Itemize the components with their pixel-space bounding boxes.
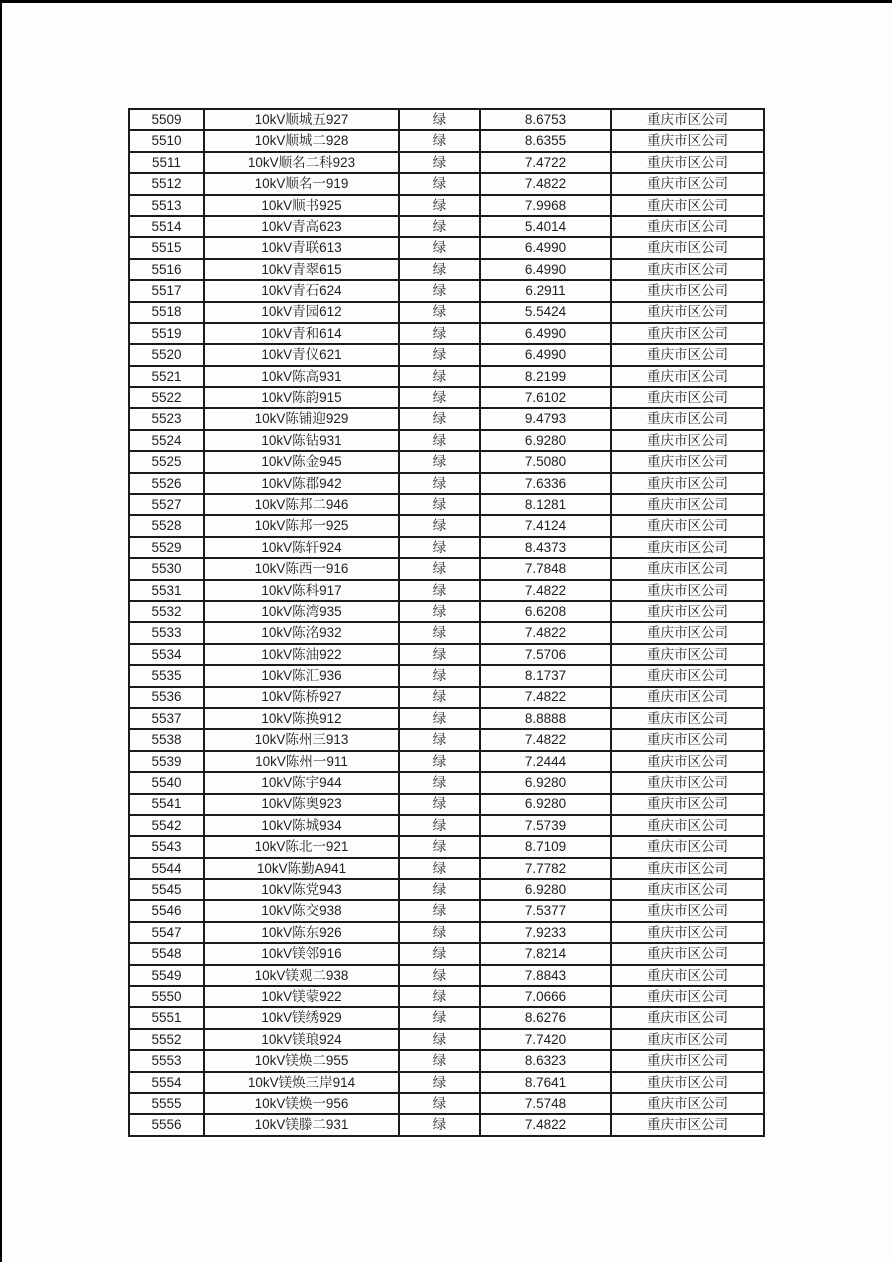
feeder-name-cell: 10kV陈铺迎929	[204, 408, 399, 429]
value-cell: 7.9233	[480, 922, 611, 943]
table-row	[129, 515, 764, 536]
company-cell: 重庆市区公司	[611, 580, 764, 601]
value-cell: 6.9280	[480, 772, 611, 793]
row-id-cell: 5518	[129, 302, 204, 323]
company-cell: 重庆市区公司	[611, 1114, 764, 1135]
feeder-name-cell: 10kV顺城五927	[204, 109, 399, 130]
row-id-cell: 5551	[129, 1007, 204, 1028]
row-id-cell: 5525	[129, 451, 204, 472]
value-cell: 8.6355	[480, 130, 611, 151]
status-cell: 绿	[399, 729, 480, 750]
status-cell: 绿	[399, 195, 480, 216]
feeder-name-cell: 10kV顺城二928	[204, 130, 399, 151]
feeder-name-cell: 10kV陈勤A941	[204, 858, 399, 879]
status-cell: 绿	[399, 751, 480, 772]
status-cell: 绿	[399, 1029, 480, 1050]
company-cell: 重庆市区公司	[611, 1029, 764, 1050]
status-cell: 绿	[399, 644, 480, 665]
row-id-cell: 5536	[129, 687, 204, 708]
row-id-cell: 5537	[129, 708, 204, 729]
status-cell: 绿	[399, 858, 480, 879]
table-row	[129, 109, 764, 130]
company-cell: 重庆市区公司	[611, 772, 764, 793]
value-cell: 7.0666	[480, 986, 611, 1007]
value-cell: 7.6102	[480, 387, 611, 408]
feeder-name-cell: 10kV陈轩924	[204, 537, 399, 558]
status-cell: 绿	[399, 622, 480, 643]
table-row	[129, 922, 764, 943]
table-row	[129, 772, 764, 793]
value-cell: 6.4990	[480, 237, 611, 258]
table-row	[129, 1007, 764, 1028]
status-cell: 绿	[399, 494, 480, 515]
feeder-name-cell: 10kV镁绣929	[204, 1007, 399, 1028]
status-cell: 绿	[399, 537, 480, 558]
row-id-cell: 5543	[129, 836, 204, 857]
row-id-cell: 5517	[129, 280, 204, 301]
feeder-name-cell: 10kV青仪621	[204, 344, 399, 365]
status-cell: 绿	[399, 772, 480, 793]
company-cell: 重庆市区公司	[611, 515, 764, 536]
company-cell: 重庆市区公司	[611, 922, 764, 943]
row-id-cell: 5512	[129, 173, 204, 194]
feeder-name-cell: 10kV陈邦一925	[204, 515, 399, 536]
feeder-name-cell: 10kV陈汇936	[204, 665, 399, 686]
company-cell: 重庆市区公司	[611, 130, 764, 151]
table-row	[129, 1029, 764, 1050]
status-cell: 绿	[399, 943, 480, 964]
table-row	[129, 494, 764, 515]
row-id-cell: 5549	[129, 965, 204, 986]
feeder-table	[128, 108, 765, 1137]
feeder-name-cell: 10kV陈城934	[204, 815, 399, 836]
status-cell: 绿	[399, 922, 480, 943]
row-id-cell: 5544	[129, 858, 204, 879]
feeder-name-cell: 10kV陈洺932	[204, 622, 399, 643]
feeder-name-cell: 10kV镁滕二931	[204, 1114, 399, 1135]
company-cell: 重庆市区公司	[611, 965, 764, 986]
status-cell: 绿	[399, 1072, 480, 1093]
status-cell: 绿	[399, 173, 480, 194]
table-row	[129, 195, 764, 216]
feeder-name-cell: 10kV陈奥923	[204, 794, 399, 815]
value-cell: 7.9968	[480, 195, 611, 216]
table-row	[129, 729, 764, 750]
table-row	[129, 943, 764, 964]
feeder-name-cell: 10kV镁琅924	[204, 1029, 399, 1050]
row-id-cell: 5534	[129, 644, 204, 665]
company-cell: 重庆市区公司	[611, 1050, 764, 1071]
feeder-name-cell: 10kV镁邻916	[204, 943, 399, 964]
row-id-cell: 5515	[129, 237, 204, 258]
row-id-cell: 5553	[129, 1050, 204, 1071]
table-row	[129, 708, 764, 729]
feeder-name-cell: 10kV陈换912	[204, 708, 399, 729]
table-row	[129, 1093, 764, 1114]
value-cell: 8.8888	[480, 708, 611, 729]
value-cell: 7.4822	[480, 580, 611, 601]
value-cell: 9.4793	[480, 408, 611, 429]
table-row	[129, 622, 764, 643]
row-id-cell: 5510	[129, 130, 204, 151]
row-id-cell: 5542	[129, 815, 204, 836]
company-cell: 重庆市区公司	[611, 687, 764, 708]
company-cell: 重庆市区公司	[611, 152, 764, 173]
status-cell: 绿	[399, 451, 480, 472]
row-id-cell: 5514	[129, 216, 204, 237]
value-cell: 8.6276	[480, 1007, 611, 1028]
status-cell: 绿	[399, 965, 480, 986]
feeder-name-cell: 10kV青联613	[204, 237, 399, 258]
status-cell: 绿	[399, 130, 480, 151]
feeder-name-cell: 10kV陈交938	[204, 900, 399, 921]
table-row	[129, 1114, 764, 1135]
status-cell: 绿	[399, 109, 480, 130]
status-cell: 绿	[399, 387, 480, 408]
table-row	[129, 879, 764, 900]
row-id-cell: 5535	[129, 665, 204, 686]
status-cell: 绿	[399, 879, 480, 900]
company-cell: 重庆市区公司	[611, 601, 764, 622]
status-cell: 绿	[399, 216, 480, 237]
row-id-cell: 5519	[129, 323, 204, 344]
status-cell: 绿	[399, 601, 480, 622]
status-cell: 绿	[399, 794, 480, 815]
value-cell: 6.4990	[480, 344, 611, 365]
company-cell: 重庆市区公司	[611, 1093, 764, 1114]
feeder-name-cell: 10kV青石624	[204, 280, 399, 301]
company-cell: 重庆市区公司	[611, 815, 764, 836]
feeder-name-cell: 10kV镁焕一956	[204, 1093, 399, 1114]
row-id-cell: 5540	[129, 772, 204, 793]
value-cell: 7.4822	[480, 1114, 611, 1135]
company-cell: 重庆市区公司	[611, 237, 764, 258]
company-cell: 重庆市区公司	[611, 879, 764, 900]
feeder-name-cell: 10kV陈韵915	[204, 387, 399, 408]
value-cell: 7.2444	[480, 751, 611, 772]
table-row	[129, 280, 764, 301]
status-cell: 绿	[399, 687, 480, 708]
table-row	[129, 858, 764, 879]
feeder-name-cell: 10kV陈桥927	[204, 687, 399, 708]
feeder-name-cell: 10kV陈东926	[204, 922, 399, 943]
value-cell: 7.5377	[480, 900, 611, 921]
row-id-cell: 5524	[129, 430, 204, 451]
status-cell: 绿	[399, 580, 480, 601]
company-cell: 重庆市区公司	[611, 644, 764, 665]
table-row	[129, 644, 764, 665]
table-row	[129, 130, 764, 151]
company-cell: 重庆市区公司	[611, 494, 764, 515]
row-id-cell: 5521	[129, 366, 204, 387]
status-cell: 绿	[399, 430, 480, 451]
feeder-name-cell: 10kV陈北一921	[204, 836, 399, 857]
row-id-cell: 5522	[129, 387, 204, 408]
company-cell: 重庆市区公司	[611, 1072, 764, 1093]
value-cell: 6.9280	[480, 430, 611, 451]
row-id-cell: 5555	[129, 1093, 204, 1114]
table-row	[129, 1072, 764, 1093]
feeder-name-cell: 10kV陈郡942	[204, 473, 399, 494]
value-cell: 7.7420	[480, 1029, 611, 1050]
value-cell: 7.7848	[480, 558, 611, 579]
status-cell: 绿	[399, 473, 480, 494]
company-cell: 重庆市区公司	[611, 344, 764, 365]
company-cell: 重庆市区公司	[611, 366, 764, 387]
value-cell: 7.4822	[480, 687, 611, 708]
row-id-cell: 5520	[129, 344, 204, 365]
table-row	[129, 173, 764, 194]
table-row	[129, 152, 764, 173]
row-id-cell: 5530	[129, 558, 204, 579]
company-cell: 重庆市区公司	[611, 1007, 764, 1028]
feeder-name-cell: 10kV青园612	[204, 302, 399, 323]
value-cell: 7.5739	[480, 815, 611, 836]
feeder-name-cell: 10kV陈宇944	[204, 772, 399, 793]
status-cell: 绿	[399, 1007, 480, 1028]
feeder-name-cell: 10kV陈金945	[204, 451, 399, 472]
value-cell: 6.4990	[480, 323, 611, 344]
value-cell: 8.4373	[480, 537, 611, 558]
status-cell: 绿	[399, 302, 480, 323]
company-cell: 重庆市区公司	[611, 473, 764, 494]
status-cell: 绿	[399, 665, 480, 686]
status-cell: 绿	[399, 558, 480, 579]
status-cell: 绿	[399, 152, 480, 173]
table-row	[129, 323, 764, 344]
status-cell: 绿	[399, 515, 480, 536]
value-cell: 7.4722	[480, 152, 611, 173]
value-cell: 8.2199	[480, 366, 611, 387]
status-cell: 绿	[399, 237, 480, 258]
feeder-name-cell: 10kV陈油922	[204, 644, 399, 665]
company-cell: 重庆市区公司	[611, 451, 764, 472]
status-cell: 绿	[399, 323, 480, 344]
company-cell: 重庆市区公司	[611, 323, 764, 344]
feeder-name-cell: 10kV顺名一919	[204, 173, 399, 194]
table-row	[129, 366, 764, 387]
table-row	[129, 794, 764, 815]
company-cell: 重庆市区公司	[611, 622, 764, 643]
value-cell: 7.4124	[480, 515, 611, 536]
table-row	[129, 302, 764, 323]
company-cell: 重庆市区公司	[611, 665, 764, 686]
row-id-cell: 5547	[129, 922, 204, 943]
value-cell: 8.7109	[480, 836, 611, 857]
table-row	[129, 601, 764, 622]
value-cell: 7.8843	[480, 965, 611, 986]
feeder-name-cell: 10kV陈湾935	[204, 601, 399, 622]
row-id-cell: 5527	[129, 494, 204, 515]
feeder-name-cell: 10kV陈州一911	[204, 751, 399, 772]
status-cell: 绿	[399, 344, 480, 365]
table-row	[129, 259, 764, 280]
feeder-name-cell: 10kV陈西一916	[204, 558, 399, 579]
feeder-table-body	[129, 109, 764, 1136]
company-cell: 重庆市区公司	[611, 173, 764, 194]
company-cell: 重庆市区公司	[611, 302, 764, 323]
row-id-cell: 5539	[129, 751, 204, 772]
row-id-cell: 5552	[129, 1029, 204, 1050]
table-row	[129, 687, 764, 708]
table-row	[129, 408, 764, 429]
company-cell: 重庆市区公司	[611, 109, 764, 130]
row-id-cell: 5532	[129, 601, 204, 622]
status-cell: 绿	[399, 836, 480, 857]
feeder-name-cell: 10kV镁蒙922	[204, 986, 399, 1007]
value-cell: 8.7641	[480, 1072, 611, 1093]
row-id-cell: 5531	[129, 580, 204, 601]
row-id-cell: 5541	[129, 794, 204, 815]
value-cell: 7.5706	[480, 644, 611, 665]
company-cell: 重庆市区公司	[611, 387, 764, 408]
value-cell: 7.4822	[480, 173, 611, 194]
status-cell: 绿	[399, 1114, 480, 1135]
table-row	[129, 986, 764, 1007]
status-cell: 绿	[399, 815, 480, 836]
table-row	[129, 751, 764, 772]
table-row	[129, 451, 764, 472]
status-cell: 绿	[399, 986, 480, 1007]
table-row	[129, 965, 764, 986]
value-cell: 7.4822	[480, 729, 611, 750]
company-cell: 重庆市区公司	[611, 858, 764, 879]
table-row	[129, 580, 764, 601]
table-row	[129, 1050, 764, 1071]
feeder-name-cell: 10kV顺书925	[204, 195, 399, 216]
value-cell: 7.5748	[480, 1093, 611, 1114]
feeder-name-cell: 10kV镁焕三岸914	[204, 1072, 399, 1093]
table-row	[129, 558, 764, 579]
table-row	[129, 237, 764, 258]
value-cell: 6.9280	[480, 879, 611, 900]
value-cell: 6.9280	[480, 794, 611, 815]
table-row	[129, 430, 764, 451]
value-cell: 6.4990	[480, 259, 611, 280]
table-row	[129, 836, 764, 857]
feeder-name-cell: 10kV陈党943	[204, 879, 399, 900]
table-row	[129, 900, 764, 921]
row-id-cell: 5548	[129, 943, 204, 964]
row-id-cell: 5545	[129, 879, 204, 900]
value-cell: 8.1281	[480, 494, 611, 515]
row-id-cell: 5523	[129, 408, 204, 429]
row-id-cell: 5538	[129, 729, 204, 750]
status-cell: 绿	[399, 900, 480, 921]
feeder-name-cell: 10kV陈邦二946	[204, 494, 399, 515]
page-top-edge	[0, 0, 892, 3]
value-cell: 7.5080	[480, 451, 611, 472]
row-id-cell: 5550	[129, 986, 204, 1007]
feeder-name-cell: 10kV陈科917	[204, 580, 399, 601]
row-id-cell: 5526	[129, 473, 204, 494]
row-id-cell: 5509	[129, 109, 204, 130]
value-cell: 7.8214	[480, 943, 611, 964]
feeder-name-cell: 10kV青高623	[204, 216, 399, 237]
status-cell: 绿	[399, 708, 480, 729]
row-id-cell: 5529	[129, 537, 204, 558]
company-cell: 重庆市区公司	[611, 836, 764, 857]
value-cell: 5.4014	[480, 216, 611, 237]
company-cell: 重庆市区公司	[611, 708, 764, 729]
value-cell: 5.5424	[480, 302, 611, 323]
company-cell: 重庆市区公司	[611, 280, 764, 301]
row-id-cell: 5516	[129, 259, 204, 280]
company-cell: 重庆市区公司	[611, 943, 764, 964]
company-cell: 重庆市区公司	[611, 216, 764, 237]
value-cell: 6.6208	[480, 601, 611, 622]
page-left-edge	[0, 0, 2, 1262]
row-id-cell: 5556	[129, 1114, 204, 1135]
row-id-cell: 5528	[129, 515, 204, 536]
feeder-name-cell: 10kV青和614	[204, 323, 399, 344]
status-cell: 绿	[399, 259, 480, 280]
value-cell: 7.6336	[480, 473, 611, 494]
row-id-cell: 5513	[129, 195, 204, 216]
value-cell: 8.6753	[480, 109, 611, 130]
feeder-name-cell: 10kV镁焕二955	[204, 1050, 399, 1071]
feeder-name-cell: 10kV陈钻931	[204, 430, 399, 451]
company-cell: 重庆市区公司	[611, 729, 764, 750]
company-cell: 重庆市区公司	[611, 195, 764, 216]
status-cell: 绿	[399, 280, 480, 301]
value-cell: 6.2911	[480, 280, 611, 301]
row-id-cell: 5554	[129, 1072, 204, 1093]
feeder-name-cell: 10kV陈高931	[204, 366, 399, 387]
company-cell: 重庆市区公司	[611, 751, 764, 772]
table-row	[129, 665, 764, 686]
status-cell: 绿	[399, 1093, 480, 1114]
company-cell: 重庆市区公司	[611, 259, 764, 280]
feeder-name-cell: 10kV顺名二科923	[204, 152, 399, 173]
feeder-name-cell: 10kV青翠615	[204, 259, 399, 280]
row-id-cell: 5533	[129, 622, 204, 643]
table-row	[129, 815, 764, 836]
value-cell: 7.4822	[480, 622, 611, 643]
company-cell: 重庆市区公司	[611, 794, 764, 815]
table-row	[129, 216, 764, 237]
row-id-cell: 5546	[129, 900, 204, 921]
company-cell: 重庆市区公司	[611, 430, 764, 451]
company-cell: 重庆市区公司	[611, 900, 764, 921]
table-row	[129, 473, 764, 494]
table-row	[129, 387, 764, 408]
status-cell: 绿	[399, 408, 480, 429]
company-cell: 重庆市区公司	[611, 558, 764, 579]
company-cell: 重庆市区公司	[611, 537, 764, 558]
status-cell: 绿	[399, 1050, 480, 1071]
company-cell: 重庆市区公司	[611, 986, 764, 1007]
company-cell: 重庆市区公司	[611, 408, 764, 429]
table-row	[129, 537, 764, 558]
row-id-cell: 5511	[129, 152, 204, 173]
value-cell: 8.6323	[480, 1050, 611, 1071]
feeder-name-cell: 10kV镁观二938	[204, 965, 399, 986]
value-cell: 7.7782	[480, 858, 611, 879]
table-row	[129, 344, 764, 365]
value-cell: 8.1737	[480, 665, 611, 686]
feeder-name-cell: 10kV陈州三913	[204, 729, 399, 750]
status-cell: 绿	[399, 366, 480, 387]
